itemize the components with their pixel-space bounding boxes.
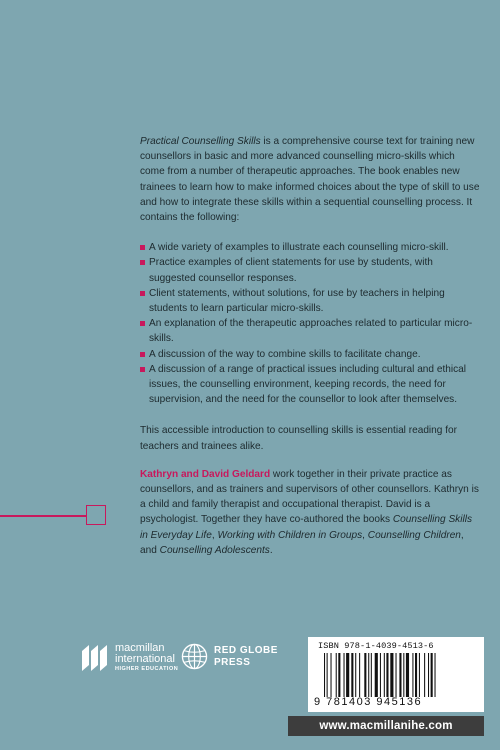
macmillan-logo — [82, 643, 178, 673]
list-item: A wide variety of examples to illustrate each counselling micro-skill. — [140, 240, 480, 255]
intro-text: is a comprehensive course text for training new counsellors in basic and more advanced counselling micro-skills which come from a number of therapeutic approaches. The book enables new trainees to learn how to make informed choices about the type of skill to use and how to integrate these skills within a sequential counselling process. It contains the following: — [140, 136, 480, 224]
book-reference: Counselling Adolescents — [159, 544, 270, 556]
macmillan-international: international — [115, 653, 175, 665]
contents-list — [140, 240, 480, 407]
separator: , — [211, 529, 218, 541]
author-bio — [140, 467, 480, 558]
list-item: Client statements, without solutions, for use by teachers in helping students to learn particular micro-skills. — [140, 286, 480, 316]
rgp-line2: PRESS — [214, 656, 251, 668]
globe-icon — [181, 643, 208, 670]
closing-paragraph: This accessible introduction to counselling skills is essential reading for teachers and trainees alike. — [140, 425, 457, 452]
book-reference: Counselling Skills in Everyday Life — [140, 514, 472, 541]
barcode-number: 9 781403 945136 — [314, 696, 423, 708]
separator: , — [362, 529, 368, 541]
list-item: A discussion of the way to combine skills to facilitate change. — [140, 347, 480, 362]
author-bio-text: work together in their private practice as counsellors, and as trainers and supervisors of other counsellors. Kathryn is a child and family therapist and occupational therapist. David is a psychologist. Together they have co-authored the books — [140, 468, 479, 526]
macmillan-wordmark: macmillan — [115, 642, 165, 654]
isbn-label: ISBN 978-1-4039-4513-6 — [318, 641, 434, 651]
barcode-bars — [324, 653, 476, 699]
publisher-url[interactable]: www.macmillanihe.com — [288, 716, 484, 736]
list-item: Practice examples of client statements for use by students, with suggested counsellor responses. — [140, 255, 480, 285]
list-item: A discussion of a range of practical issues including cultural and ethical issues, the counselling environment, keeping records, the need for supervision, and the need for the counsellor to look after themselves. — [140, 362, 480, 408]
separator: , and — [140, 529, 464, 556]
decorative-square — [86, 505, 106, 525]
book-title: Practical Counselling Skills — [140, 136, 261, 147]
red-globe-press-logo — [181, 643, 278, 670]
decorative-line — [0, 515, 86, 517]
author-names: Kathryn and David Geldard — [140, 468, 271, 480]
macmillan-higher-education: HIGHER EDUCATION — [115, 666, 179, 672]
separator: . — [269, 544, 273, 556]
rgp-line1: RED GLOBE — [214, 644, 278, 656]
list-item: An explanation of the therapeutic approaches related to particular micro-skills. — [140, 316, 480, 346]
macmillan-m-icon — [82, 645, 110, 671]
barcode — [308, 637, 484, 712]
back-cover-text — [140, 134, 480, 558]
book-reference: Counselling Children — [367, 529, 461, 541]
book-reference: Working with Children in Groups — [217, 529, 363, 541]
intro-paragraph — [140, 134, 480, 225]
